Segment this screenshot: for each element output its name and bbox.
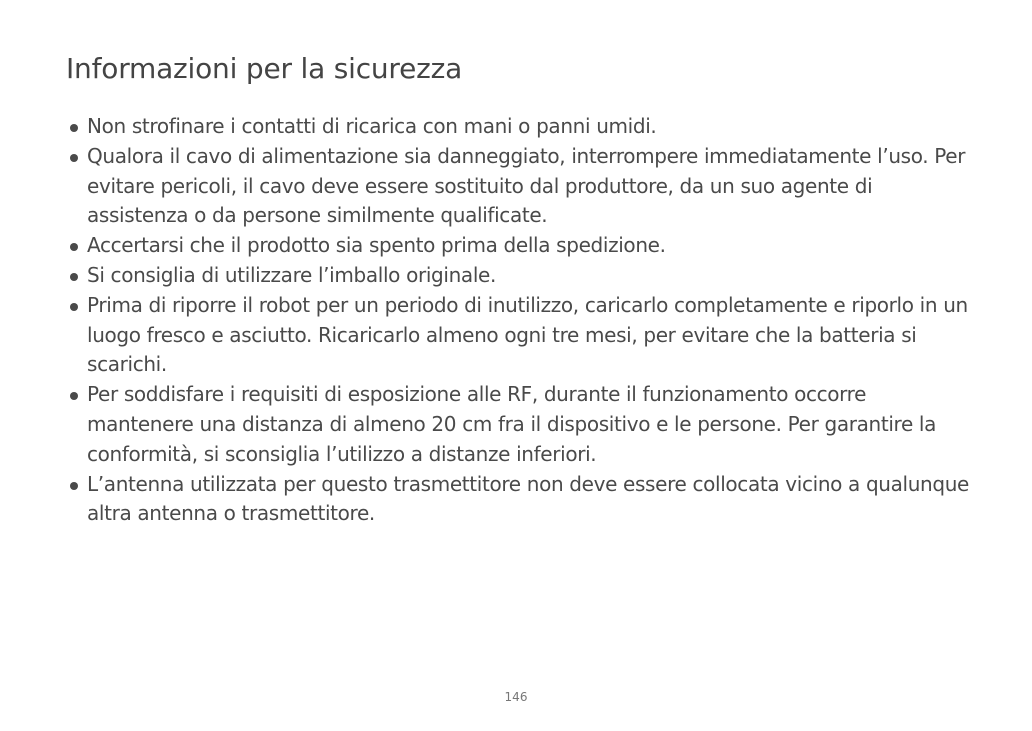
list-item-text: Prima di riporre il robot per un periodo di inutilizzo, caricarlo completamente e riporlo in un luogo fresco e asciutto. Ricaricarlo almeno ogni tre mesi, per evitare che la batteria si scarichi. (87, 292, 968, 377)
list-item (70, 261, 970, 291)
list-item (70, 231, 970, 261)
page-title: Informazioni per la sicurezza (66, 52, 463, 85)
bullet-icon (70, 243, 78, 251)
bullet-icon (70, 392, 78, 400)
safety-list (70, 112, 970, 529)
list-item-text: Non strofinare i contatti di ricarica con mani o panni umidi. (87, 114, 657, 138)
list-item (70, 380, 970, 469)
list-item (70, 112, 970, 142)
bullet-icon (70, 273, 78, 281)
bullet-icon (70, 482, 78, 490)
list-item-text: L’antenna utilizzata per questo trasmettitore non deve essere collocata vicino a qualunque altra antenna o trasmettitore. (87, 471, 970, 526)
page-number: 146 (504, 690, 528, 704)
bullet-icon (70, 124, 78, 132)
list-item (70, 291, 970, 380)
bullet-icon (70, 154, 78, 162)
bullet-icon (70, 303, 78, 311)
list-item-text: Per soddisfare i requisiti di esposizione alle RF, durante il funzionamento occorre mantenere una distanza di almeno 20 cm fra il dispositivo e le persone. Per garantire la conformità, si sconsiglia l’utilizzo a distanze inferiori. (87, 382, 937, 466)
list-item-text: Si consiglia di utilizzare l’imballo originale. (87, 262, 496, 287)
list-item-text: Accertarsi che il prodotto sia spento prima della spedizione. (87, 233, 666, 258)
list-item-text: Qualora il cavo di alimentazione sia danneggiato, interrompere immediatamente l’uso. Per evitare pericoli, il cavo deve essere sostituito dal produttore, da un suo agente di assistenza o da persone similmente qualificate. (87, 143, 966, 228)
list-item (70, 470, 970, 530)
list-item (70, 142, 970, 231)
